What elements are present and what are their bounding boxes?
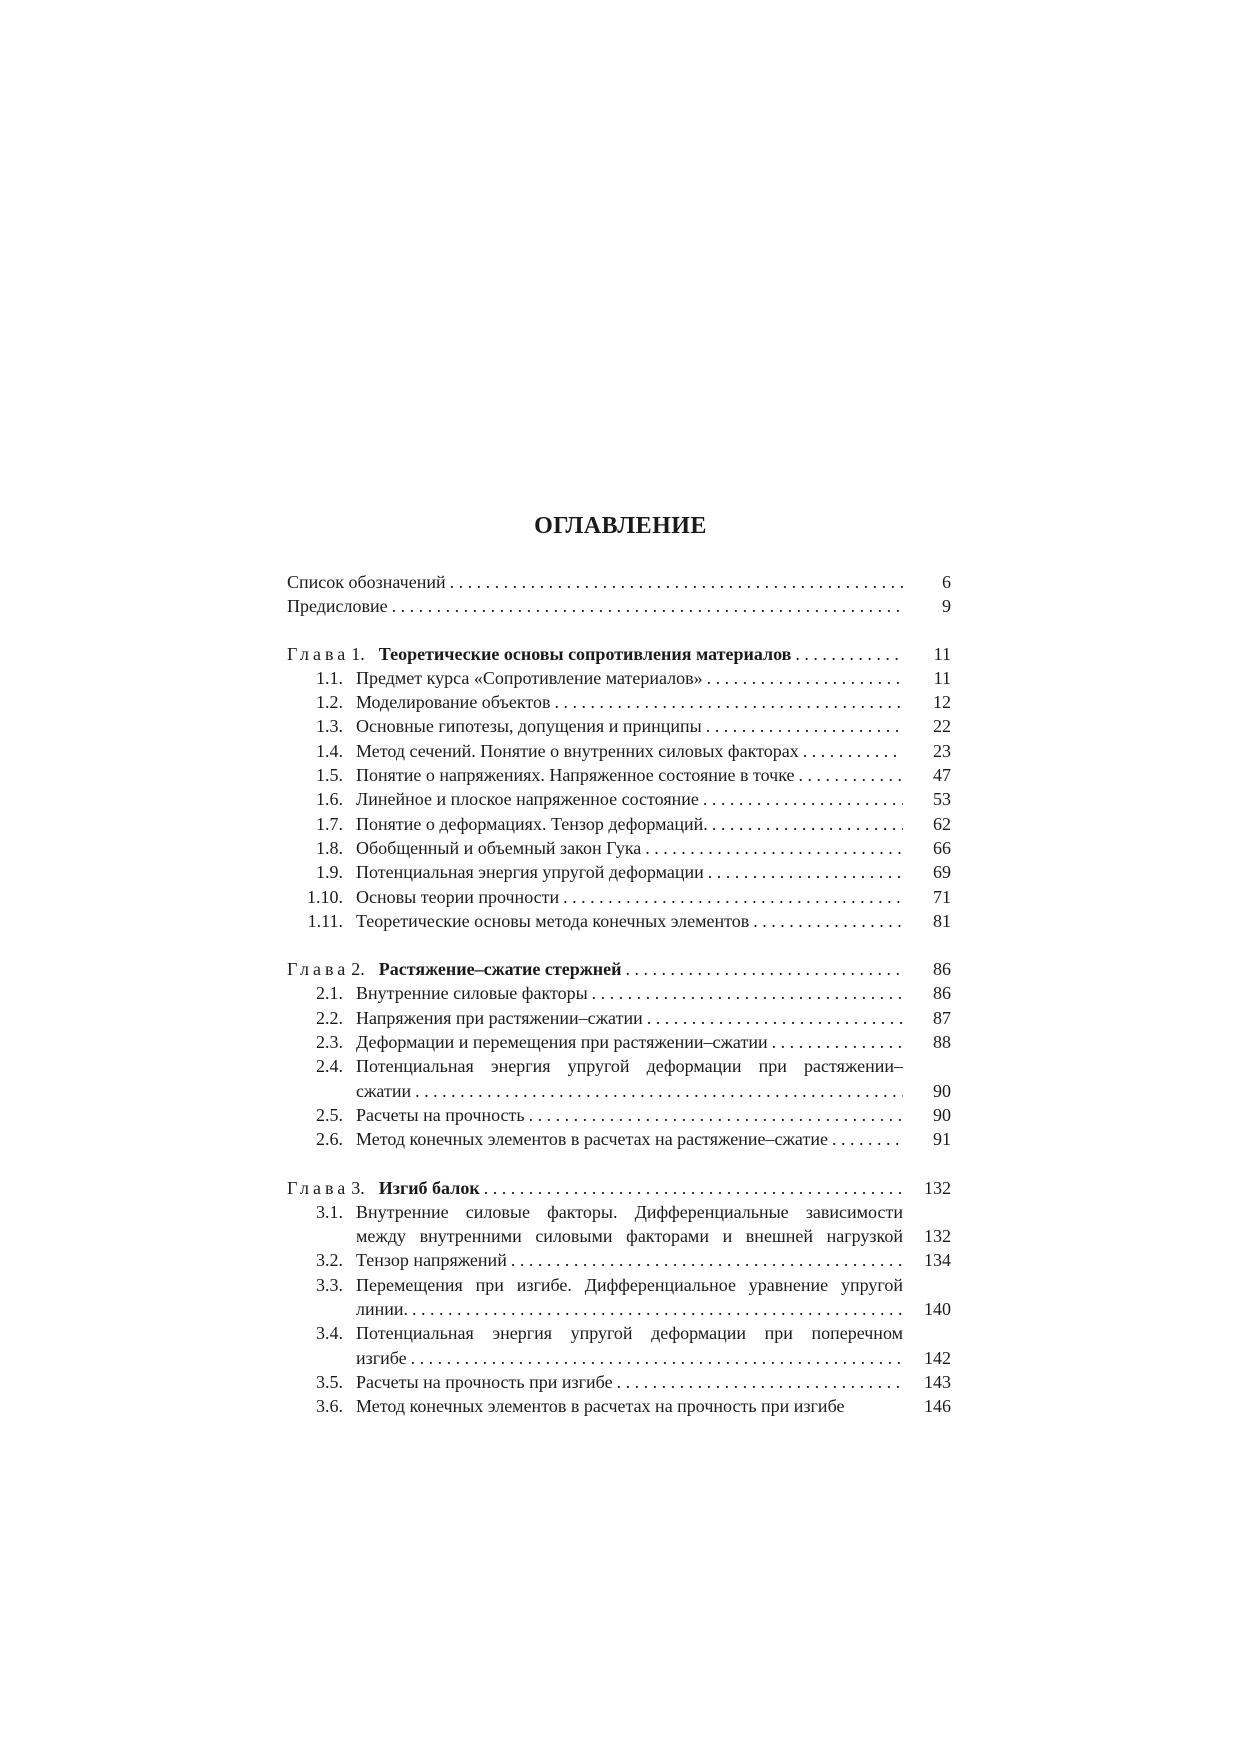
entry-title: Предисловие [287, 596, 388, 617]
entry-title: Список обозначений [287, 572, 446, 592]
section-title: Потенциальная энергия упругой деформации [356, 862, 704, 883]
dot-leader [832, 1127, 903, 1151]
page-number: 142 [924, 1347, 951, 1368]
toc-section[interactable] [287, 1200, 951, 1249]
page-number: 69 [933, 862, 951, 883]
page-number: 86 [933, 959, 951, 980]
section-number: 1.4. [316, 740, 343, 761]
dot-leader [706, 714, 903, 738]
section-number: 1.8. [316, 837, 343, 858]
dot-leader [647, 1006, 903, 1030]
toc-section[interactable] [287, 714, 951, 738]
toc-entry-preface[interactable] [287, 594, 951, 618]
section-number: 2.2. [316, 1007, 343, 1028]
section-number: 1.6. [316, 789, 343, 810]
dot-leader [415, 1079, 903, 1103]
page-title: ОГЛАВЛЕНИЕ [534, 513, 707, 539]
page-number: 134 [924, 1250, 951, 1271]
chapter-label: Глава [287, 1177, 350, 1198]
section-title: Расчеты на прочность при изгибе [356, 1371, 613, 1392]
section-title: Понятие о деформациях. Тензор деформаций. [356, 813, 708, 834]
chapter-number: 2. [351, 959, 365, 980]
toc-section[interactable] [287, 981, 951, 1005]
toc-section[interactable] [287, 885, 951, 909]
page-number: 143 [924, 1371, 951, 1392]
toc-section[interactable] [287, 1394, 951, 1418]
section-title: Потенциальная энергия упругой деформации при растяжении– [356, 1056, 903, 1077]
page-number: 90 [933, 1104, 951, 1125]
page-number: 23 [933, 740, 951, 761]
section-title: Понятие о напряжениях. Напряженное состояние в точке [356, 765, 795, 786]
section-number: 3.6. [316, 1396, 343, 1417]
section-title: Внутренние силовые факторы [356, 983, 588, 1004]
dot-leader [484, 1176, 903, 1200]
section-title: Теоретические основы метода конечных элементов [356, 910, 750, 931]
dot-leader [412, 1297, 903, 1321]
section-number: 3.5. [316, 1371, 343, 1392]
page-number: 11 [933, 643, 951, 664]
toc-entry-symbols[interactable] [287, 570, 951, 594]
page-number: 12 [933, 692, 951, 713]
section-number: 2.1. [316, 983, 343, 1004]
section-title-cont: изгибе [356, 1347, 407, 1368]
toc-section[interactable] [287, 836, 951, 860]
dot-leader [753, 909, 903, 933]
toc-section[interactable] [287, 1030, 951, 1054]
page-number: 53 [933, 789, 951, 810]
toc-section[interactable] [287, 666, 951, 690]
section-title-cont: линии. [356, 1299, 409, 1320]
page-number: 146 [924, 1396, 951, 1417]
dot-leader [411, 1346, 903, 1370]
toc-chapter-3[interactable] [287, 1176, 951, 1200]
page-number: 132 [924, 1177, 951, 1198]
toc-section[interactable] [287, 763, 951, 787]
section-title: Линейное и плоское напряженное состояние [356, 789, 699, 810]
page-number: 66 [933, 837, 951, 858]
section-title-cont: между внутренними силовыми факторами и внешней нагрузкой [356, 1226, 903, 1247]
page-number: 71 [933, 886, 951, 907]
dot-leader [617, 1370, 903, 1394]
page-number: 81 [933, 910, 951, 931]
section-title: Моделирование объектов [356, 692, 551, 713]
dot-leader [799, 763, 903, 787]
page-number: 86 [933, 983, 951, 1004]
section-title: Тензор напряжений [356, 1250, 507, 1271]
section-title: Основные гипотезы, допущения и принципы [356, 716, 702, 737]
chapter-title: Изгиб балок [378, 1177, 480, 1198]
toc-section[interactable] [287, 860, 951, 884]
toc-section[interactable] [287, 1103, 951, 1127]
section-number: 3.1. [316, 1201, 343, 1222]
section-number: 1.11. [307, 910, 343, 931]
page-number: 132 [924, 1226, 951, 1247]
toc-section[interactable] [287, 787, 951, 811]
toc-section[interactable] [287, 812, 951, 836]
section-number: 2.5. [316, 1104, 343, 1125]
chapter-title: Теоретические основы сопротивления материалов [378, 643, 792, 664]
section-number: 3.4. [316, 1323, 343, 1344]
dot-leader [450, 570, 903, 594]
page-number: 90 [933, 1080, 951, 1101]
section-number: 2.4. [316, 1056, 343, 1077]
page-number: 87 [933, 1007, 951, 1028]
page-number: 22 [933, 716, 951, 737]
dot-leader [511, 1248, 903, 1272]
chapter-number: 1. [351, 643, 365, 664]
section-number: 1.2. [316, 692, 343, 713]
section-number: 1.3. [316, 716, 343, 737]
section-title: Расчеты на прочность [356, 1104, 525, 1125]
section-title: Перемещения при изгибе. Дифференциальное уравнение упругой [356, 1274, 903, 1295]
page-number: 91 [933, 1129, 951, 1150]
section-number: 1.10. [307, 886, 343, 907]
toc-section[interactable] [287, 1321, 951, 1370]
toc-chapter-2[interactable] [287, 957, 951, 981]
toc-list [287, 570, 951, 1419]
page-number: 11 [933, 667, 951, 688]
section-number: 3.2. [316, 1250, 343, 1271]
dot-leader [772, 1030, 903, 1054]
section-number: 1.9. [316, 862, 343, 883]
dot-leader [626, 957, 903, 981]
section-number: 1.1. [316, 667, 343, 688]
dot-leader [707, 666, 903, 690]
chapter-number: 3. [351, 1177, 365, 1198]
section-number: 3.3. [316, 1274, 343, 1295]
dot-leader [392, 594, 903, 618]
dot-leader [803, 739, 903, 763]
dot-leader [712, 812, 903, 836]
section-title: Внутренние силовые факторы. Дифференциальные зависимости [356, 1201, 903, 1222]
toc-section[interactable] [287, 690, 951, 714]
section-number: 2.3. [316, 1032, 343, 1053]
section-title: Основы теории прочности [356, 886, 560, 907]
toc-section[interactable] [287, 1273, 951, 1322]
chapter-title: Растяжение–сжатие стержней [378, 959, 622, 980]
dot-leader [592, 981, 903, 1005]
dot-leader [795, 642, 903, 666]
section-title: Метод сечений. Понятие о внутренних силовых факторах [356, 740, 799, 761]
dot-leader [645, 836, 903, 860]
toc-section[interactable] [287, 909, 951, 933]
dot-leader [529, 1103, 903, 1127]
page-number: 140 [924, 1299, 951, 1320]
toc-section[interactable] [287, 1370, 951, 1394]
toc-chapter-1[interactable] [287, 642, 951, 666]
dot-leader [703, 787, 903, 811]
section-title: Метод конечных элементов в расчетах на прочность при изгибе [356, 1396, 845, 1417]
section-title: Деформации и перемещения при растяжении–сжатии [356, 1032, 768, 1053]
dot-leader [563, 885, 903, 909]
section-title: Потенциальная энергия упругой деформации при поперечном [356, 1323, 903, 1344]
toc-section[interactable] [287, 739, 951, 763]
dot-leader [554, 690, 903, 714]
page-number: 88 [933, 1032, 951, 1053]
section-title: Напряжения при растяжении–сжатии [356, 1007, 643, 1028]
section-number: 2.6. [316, 1129, 343, 1150]
page-number: 47 [933, 765, 951, 786]
section-number: 1.7. [316, 813, 343, 834]
toc-section[interactable] [287, 1054, 951, 1103]
section-number: 1.5. [316, 765, 343, 786]
dot-leader [708, 860, 903, 884]
section-title: Предмет курса «Сопротивление материалов» [356, 667, 703, 688]
chapter-label: Глава [287, 959, 350, 980]
toc-section[interactable] [287, 1248, 951, 1272]
section-title-cont: сжатии [356, 1080, 412, 1101]
toc-section[interactable] [287, 1127, 951, 1151]
section-title: Метод конечных элементов в расчетах на растяжение–сжатие [356, 1129, 828, 1150]
chapter-label: Глава [287, 643, 350, 664]
toc-section[interactable] [287, 1006, 951, 1030]
page-number: 6 [942, 572, 951, 592]
section-title: Обобщенный и объемный закон Гука [356, 837, 642, 858]
page-number: 9 [942, 596, 951, 617]
page-number: 62 [933, 813, 951, 834]
